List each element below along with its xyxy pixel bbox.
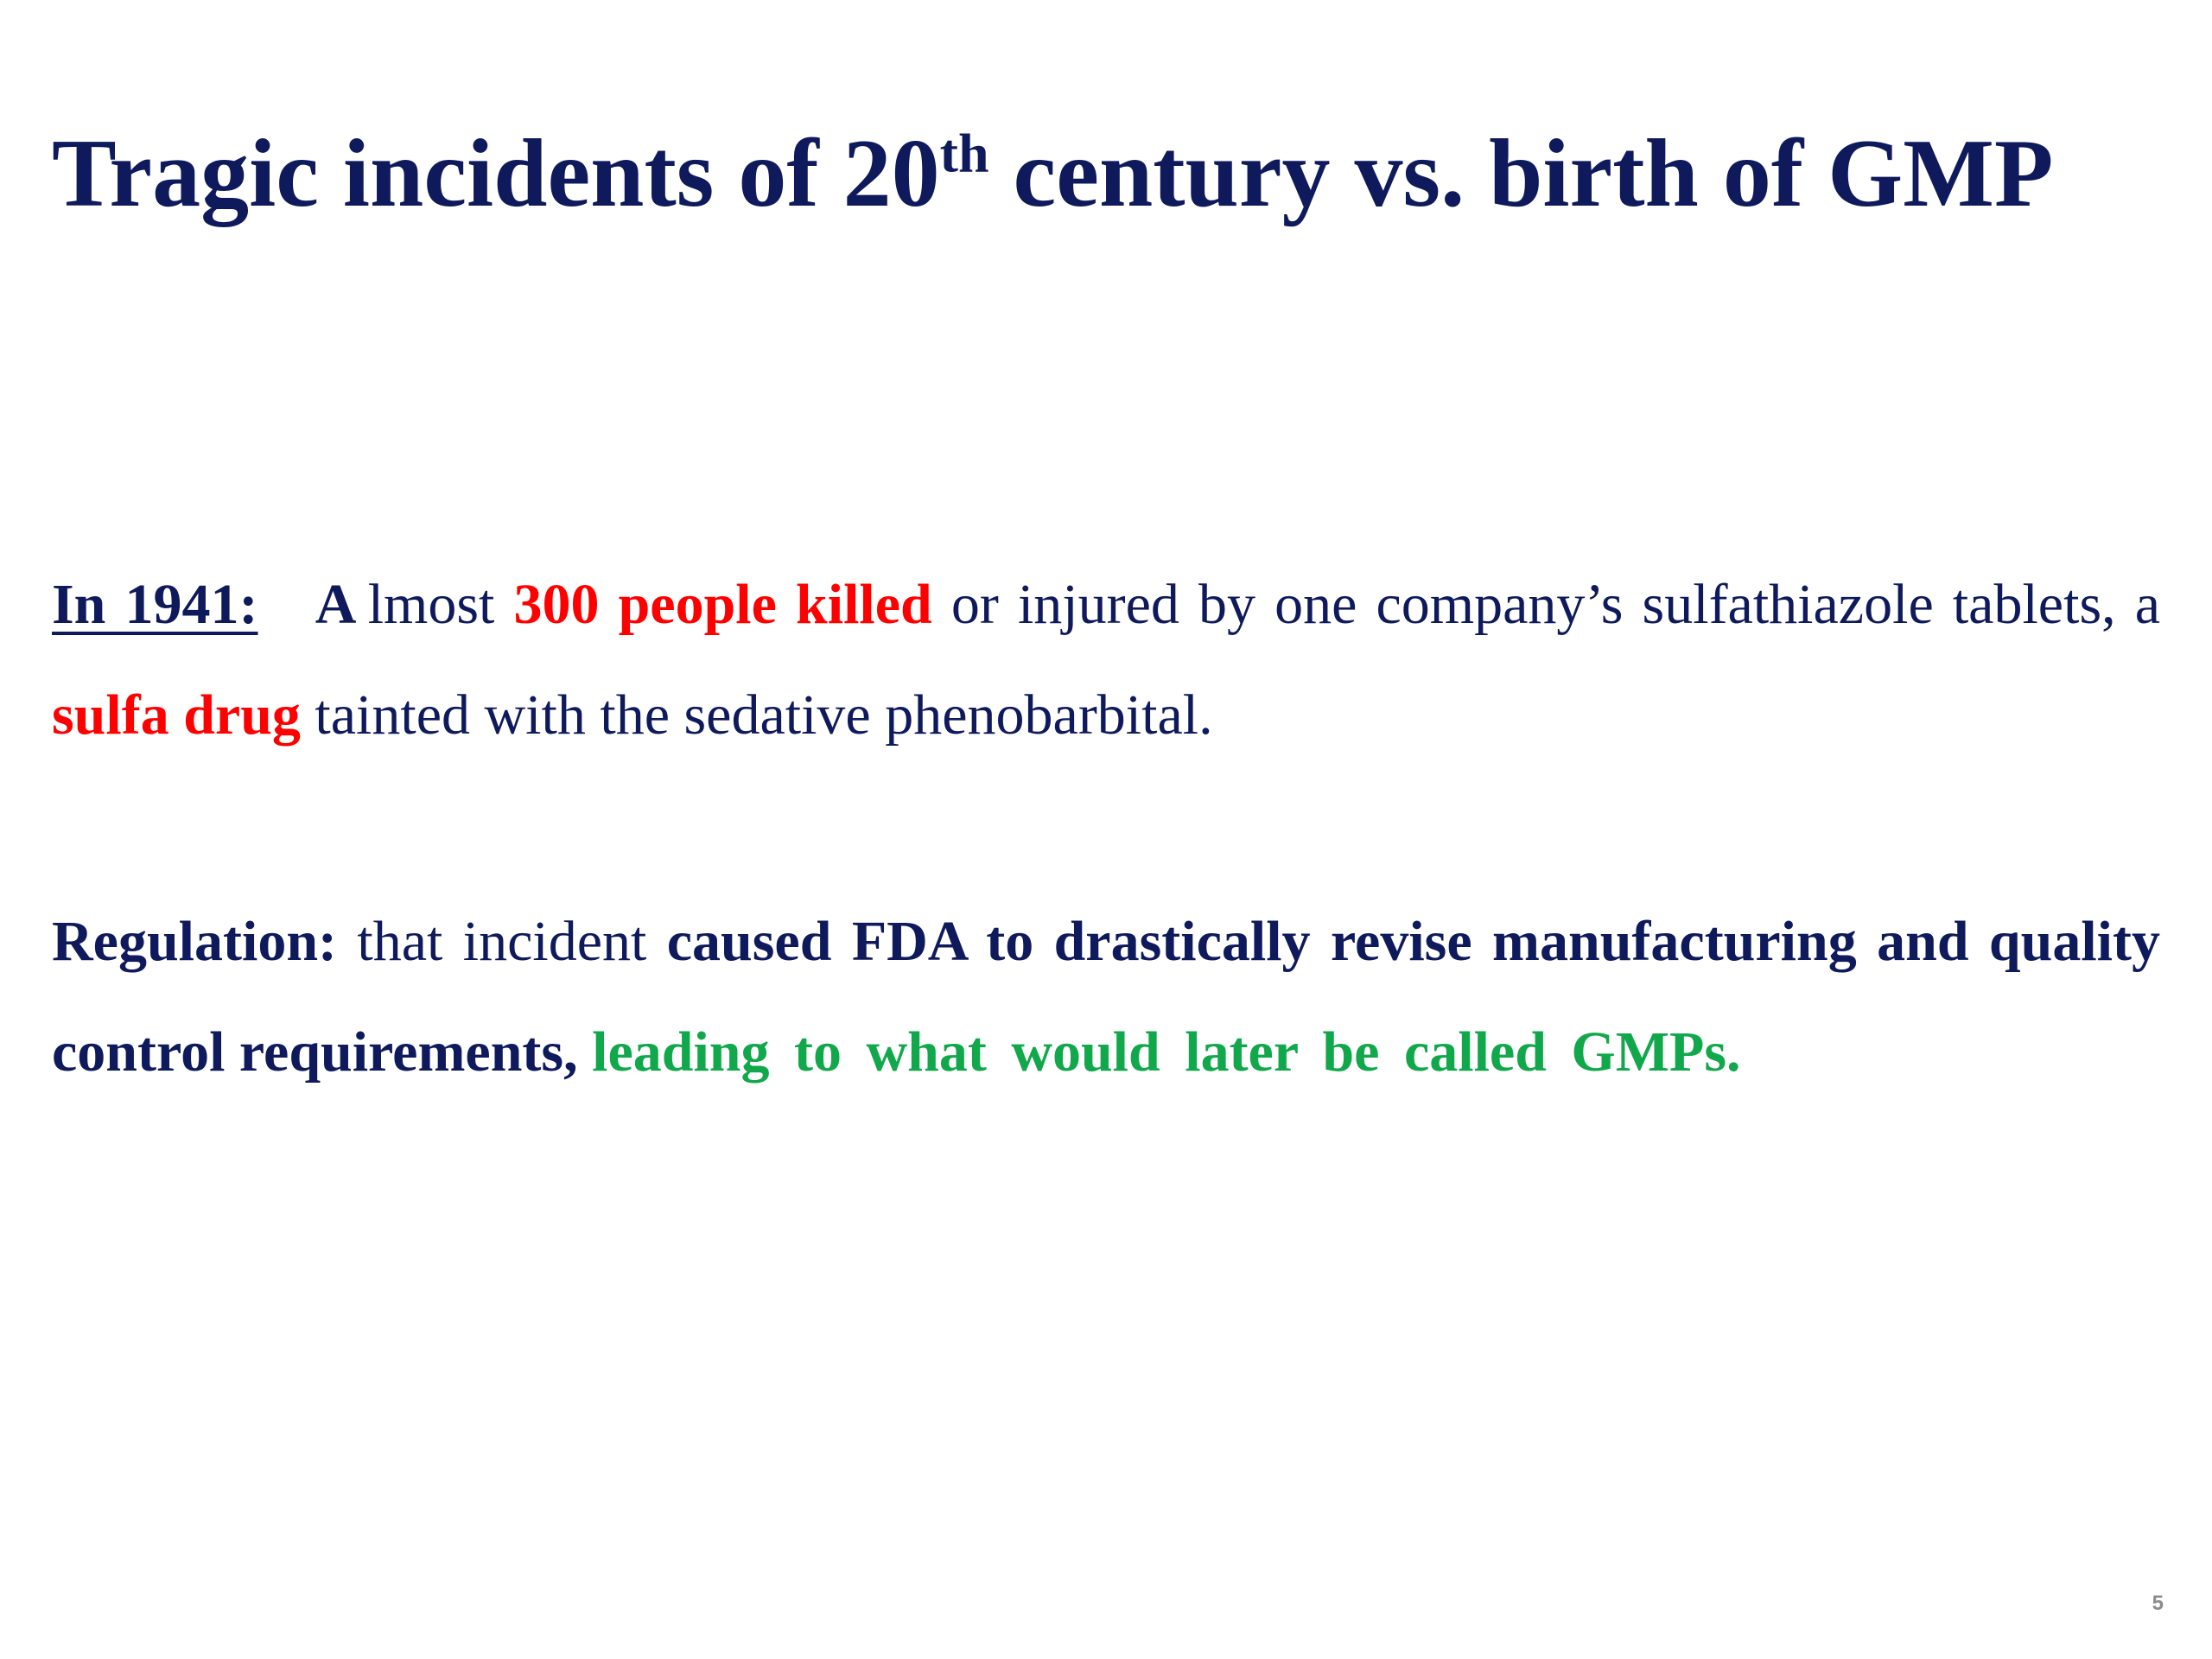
- paragraph-1941-end: tainted with the sedative phenobarbital.: [315, 683, 1213, 747]
- almost-rest: lmost: [367, 573, 495, 636]
- title-superscript: th: [939, 122, 989, 184]
- paragraph-regulation-plain: that incident: [357, 910, 647, 973]
- title-text-start: Tragic incidents of 20: [52, 120, 940, 227]
- gmp-highlight: leading to what would later be called GMPs.: [592, 1020, 1741, 1084]
- paragraph-1941: [52, 550, 2160, 771]
- paragraph-regulation-label: Regulation:: [52, 910, 337, 973]
- title-text-end: century vs. birth of GMP: [988, 120, 2054, 227]
- slide-title: [52, 121, 2053, 227]
- almost-initial-letter: A: [315, 573, 357, 636]
- fda-revision-phrase: caused FDA to drastically revise manufacturing and quality control requirements,: [52, 910, 2160, 1084]
- casualties-highlight: 300 people killed: [513, 573, 932, 636]
- sulfa-drug-highlight: sulfa drug: [52, 683, 301, 747]
- paragraph-1941-middle: or injured by one company’s sulfathiazole tablets, a: [950, 573, 2161, 636]
- paragraph-1941-label: In 1941:: [52, 573, 258, 636]
- slide-number: 5: [2152, 1592, 2164, 1615]
- paragraph-regulation: [52, 887, 2160, 1108]
